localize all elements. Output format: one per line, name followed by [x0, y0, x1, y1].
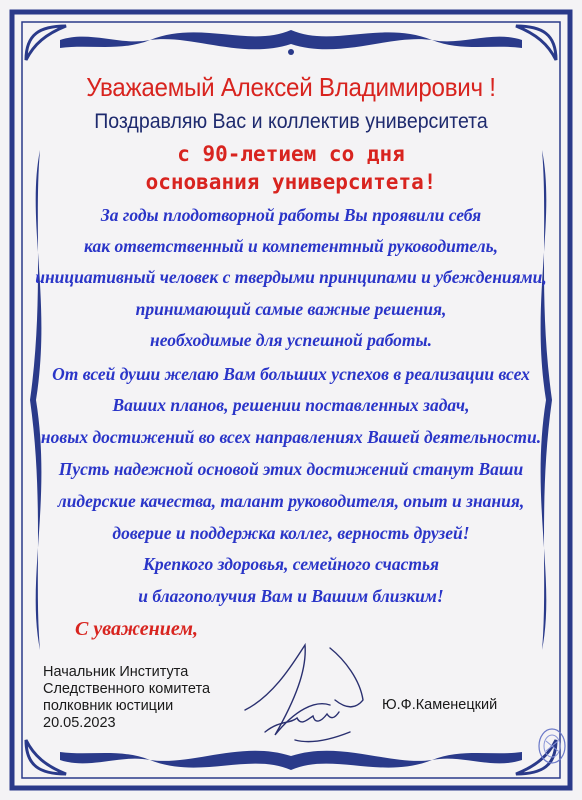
body-text-line: Крепкого здоровья, семейного счастья	[142, 554, 440, 574]
body-text-line: лидерские качества, талант руководителя, опыт и знания,	[57, 491, 525, 511]
occasion-line-2: основания университета!	[145, 170, 437, 194]
body-text-line: От всей души желаю Вам больших успехов в реализации всех	[52, 364, 530, 384]
signer-position-line: Следственного комитета	[43, 681, 211, 697]
body-text-line: и благополучия Вам и Вашим близким!	[138, 586, 444, 606]
signer-position-line: Начальник Института	[43, 664, 189, 680]
handwritten-signature-icon	[235, 640, 385, 750]
signer-name: Ю.Ф.Каменецкий	[382, 697, 498, 713]
body-text-line: За годы плодотворной работы Вы проявили себя	[100, 205, 482, 225]
congratulation-line: Поздравляю Вас и коллектив университета	[94, 110, 488, 133]
body-text-line: как ответственный и компетентный руководитель,	[84, 236, 498, 256]
body-text-line: новых достижений во всех направлениях Вашей деятельности.	[40, 427, 542, 447]
closing-regards: С уважением,	[75, 618, 198, 640]
university-emblem-stamp-icon	[537, 727, 567, 765]
letter-date: 20.05.2023	[43, 715, 116, 731]
body-text-line: Ваших планов, решении поставленных задач,	[112, 395, 470, 415]
occasion-line-1: с 90-летием со дня	[177, 142, 405, 166]
body-text-line: инициативный человек с твердыми принципами и убеждениями,	[35, 267, 547, 287]
body-text-line: необходимые для успешной работы.	[149, 330, 433, 350]
signer-position-line: полковник юстиции	[43, 698, 174, 714]
greeting-heading: Уважаемый Алексей Владимирович !	[86, 72, 496, 102]
body-text-line: принимающий самые важные решения,	[135, 299, 447, 319]
body-text-line: Пусть надежной основой этих достижений станут Ваши	[58, 459, 524, 479]
body-text-line: доверие и поддержка коллег, верность друзей!	[112, 523, 470, 543]
